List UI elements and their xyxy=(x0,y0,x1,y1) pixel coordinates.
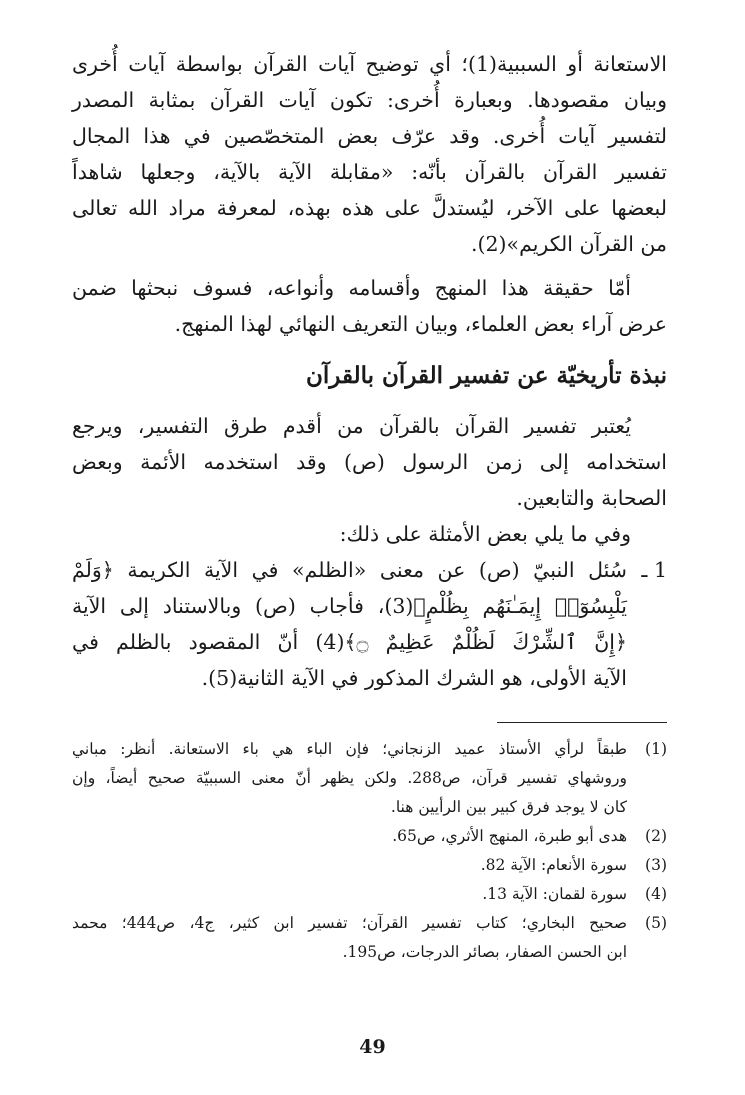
page-number: 49 xyxy=(359,1036,386,1058)
text-line: أمّا حقيقة هذا المنهج وأقسامه وأنواعه، فسوف نبحثها ضمن xyxy=(72,276,631,300)
text-line: ﴿إِنَّ ٱلشِّرْكَ لَظُلْمٌ عَظِيمٌ ۝﴾(4) أنّ المقصود بالظلم في xyxy=(72,630,627,654)
footnote-divider xyxy=(497,722,667,723)
history-paragraph xyxy=(72,408,667,516)
footnote-line: سورة الأنعام: الآية 82. xyxy=(480,856,627,874)
text-line: لبعضها على الآخر، ليُستدلَّ على هذه بهذه، لمعرفة مراد الله تعالى xyxy=(72,196,667,220)
text-line: سُئل النبيّ (ص) عن معنى «الظلم» في الآية الكريمة ﴿وَلَمْ xyxy=(72,558,627,582)
footnote xyxy=(72,880,667,909)
footnote-number: (3) xyxy=(645,856,667,874)
footnote xyxy=(72,851,667,880)
footnote-number: (4) xyxy=(645,885,667,903)
text-line: استخدامه إلى زمن الرسول (ص) وقد استخدمه الأئمة وبعض xyxy=(72,450,667,474)
text-line: يُعتبر تفسير القرآن بالقرآن من أقدم طرق التفسير، ويرجع xyxy=(72,414,631,438)
method-paragraph xyxy=(72,270,667,342)
footnote xyxy=(72,735,667,822)
footnote-number: (2) xyxy=(645,827,667,845)
text-line: وبيان مقصودها. وبعبارة أُخرى: تكون آيات القرآن بمثابة المصدر xyxy=(72,88,667,112)
footnote-line: هدى أبو طبرة، المنهج الأثري، ص65. xyxy=(392,827,627,845)
list-number: 1 ـ xyxy=(641,558,667,582)
page-body xyxy=(72,46,667,967)
footnote-line: طبقاً لرأي الأستاذ عميد الزنجاني؛ فإن الباء هي باء الاستعانة. أنظر: مباني xyxy=(72,740,627,758)
list-item xyxy=(72,552,667,696)
text-line: من القرآن الكريم»(2). xyxy=(470,232,667,256)
text-line: الاستعانة أو السببية(1)؛ أي توضيح آيات القرآن بواسطة آيات أُخرى xyxy=(72,52,667,76)
examples-intro: وفي ما يلي بعض الأمثلة على ذلك: xyxy=(339,522,631,546)
footnote-number: (5) xyxy=(645,914,667,932)
footnote-line: وروشهاي تفسير قرآن، ص288. ولكن يظهر أنّ معنى السببيّة صحيح أيضاً، وإن xyxy=(72,769,627,787)
footnote xyxy=(72,909,667,967)
text-line: الصحابة والتابعين. xyxy=(516,486,667,510)
footnote-line: سورة لقمان: الآية 13. xyxy=(482,885,627,903)
intro-paragraph xyxy=(72,46,667,262)
footnote xyxy=(72,822,667,851)
footnote-line: صحيح البخاري؛ كتاب تفسير القرآن؛ تفسير ابن كثير، ج4، ص444؛ محمد xyxy=(72,914,628,932)
text-line: الآية الأولى، هو الشرك المذكور في الآية الثانية(5). xyxy=(201,666,627,690)
text-line: تفسير القرآن بالقرآن بأنّه: «مقابلة الآية بالآية، وجعلها شاهداً xyxy=(72,160,667,184)
text-line: عرض آراء بعض العلماء، وبيان التعريف النهائي لهذا المنهج. xyxy=(174,312,667,336)
footnote-line: ابن الحسن الصفار، بصائر الدرجات، ص195. xyxy=(342,943,627,961)
section-heading: نبذة تأريخيّة عن تفسير القرآن بالقرآن xyxy=(306,362,667,389)
footnotes xyxy=(72,735,667,967)
footnote-number: (1) xyxy=(645,740,667,758)
footnote-line: كان لا يوجد فرق كبير بين الرأيين هنا. xyxy=(390,798,627,816)
text-line: لتفسير آيات أُخرى. وقد عرّف بعض المتخصّصين في هذا المجال xyxy=(72,124,667,148)
text-line: يَلْبِسُوٓا۟ إِيمَـٰنَهُم بِظُلْمٍ﴾(3)، فأجاب (ص) وبالاستناد إلى الآية xyxy=(72,594,627,618)
